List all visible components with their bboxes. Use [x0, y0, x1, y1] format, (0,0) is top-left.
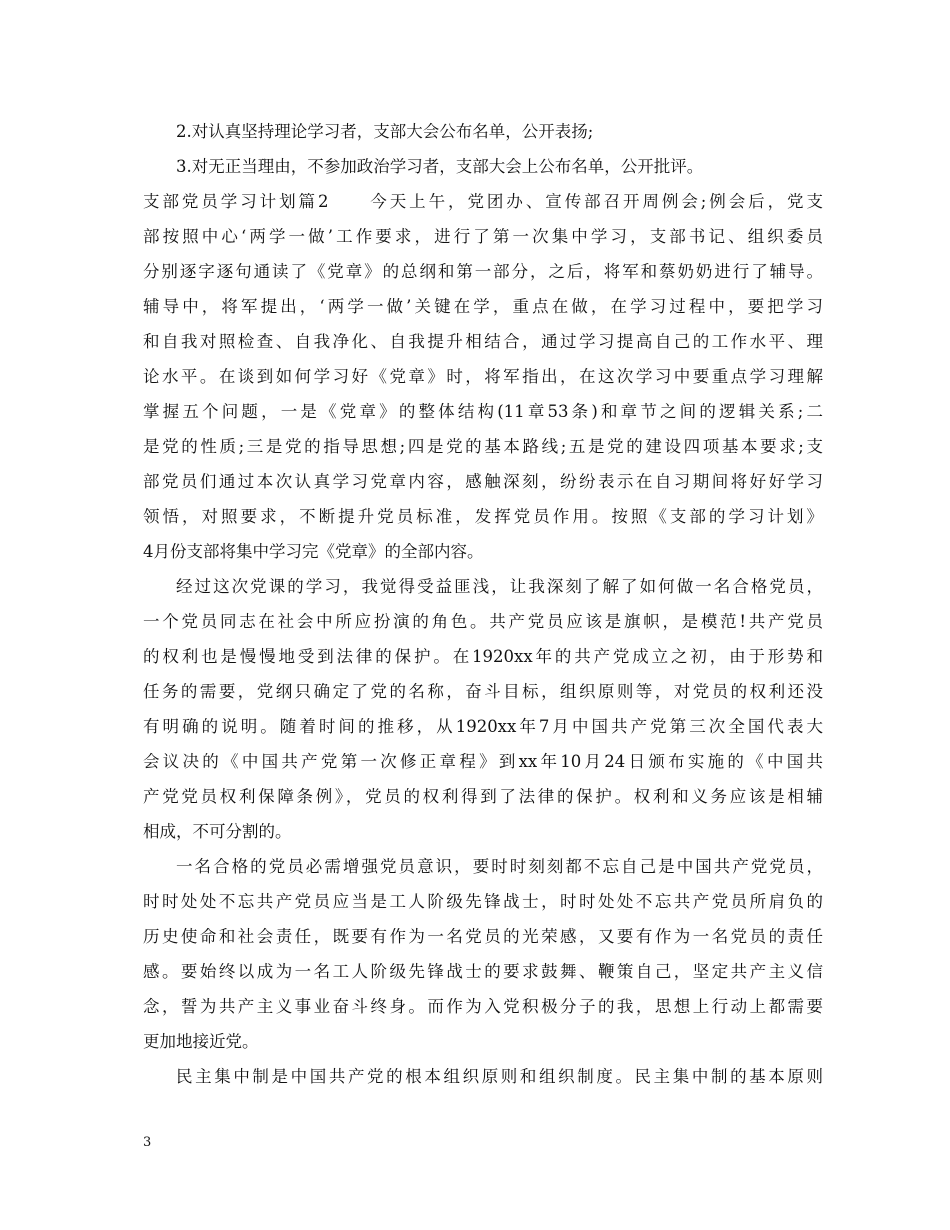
text-line: 历史使命和社会责任，既要有作为一名党员的光荣感，又要有作为一名党员的责任 — [143, 927, 823, 946]
text-line: 任务的需要，党纲只确定了党的名称，奋斗目标，组织原则等，对党员的权利还没 — [143, 682, 823, 701]
page-number: 3 — [143, 1135, 152, 1150]
text-line: 领悟，对照要求，不断提升党员标准，发挥党员作用。按照《支部的学习计划》 — [143, 507, 823, 526]
text-line: 产党党员权利保障条例》，党员的权利得到了法律的保护。权利和义务应该是相辅 — [143, 787, 823, 806]
text-line: 时时处处不忘共产党员应当是工人阶级先锋战士，时时处处不忘共产党员所肩负的 — [143, 892, 823, 911]
text-line: 有明确的说明。随着时间的推移，从1920xx年7月中国共产党第三次全国代表大 — [143, 717, 823, 736]
text-line: 掌握五个问题，一是《党章》的整体结构(11章53条)和章节之间的逻辑关系;二 — [143, 402, 823, 421]
text-line: 感。要始终以成为一名工人阶级先锋战士的要求鼓舞、鞭策自己，坚定共产主义信 — [143, 962, 823, 981]
text-line: 3.对无正当理由，不参加政治学习者，支部大会上公布名单，公开批评。 — [176, 157, 704, 176]
text-line: 会议决的《中国共产党第一次修正章程》到xx年10月24日颁布实施的《中国共 — [143, 752, 823, 771]
text-line: 部党员们通过本次认真学习党章内容，感触深刻，纷纷表示在自习期间将好好学习 — [143, 472, 823, 491]
text-line: 一个党员同志在社会中所应扮演的角色。共产党员应该是旗帜，是模范!共产党员 — [143, 612, 823, 631]
text-line: 更加地接近党。 — [143, 1032, 259, 1051]
text-line: 4月份支部将集中学习完《党章》的全部内容。 — [143, 542, 484, 561]
text-line: 的权利也是慢慢地受到法律的保护。在1920xx年的共产党成立之初，由于形势和 — [143, 647, 823, 666]
text-line: 分别逐字逐句通读了《党章》的总纲和第一部分，之后，将军和蔡奶奶进行了辅导。 — [143, 262, 823, 281]
text-line: 2.对认真坚持理论学习者，支部大会公布名单，公开表扬; — [176, 122, 594, 141]
document-body — [143, 114, 823, 1094]
text-line: 部按照中心‘两学一做’工作要求，进行了第一次集中学习，支部书记、组织委员 — [143, 227, 823, 246]
text-line: 民主集中制是中国共产党的根本组织原则和组织制度。民主集中制的基本原则 — [176, 1067, 823, 1086]
text-line: 念，誓为共产主义事业奋斗终身。而作为入党积极分子的我，思想上行动上都需要 — [143, 997, 823, 1016]
text-line: 和自我对照检查、自我净化、自我提升相结合，通过学习提高自己的工作水平、理 — [143, 332, 823, 351]
text-line: 一名合格的党员必需增强党员意识，要时时刻刻都不忘自己是中国共产党党员， — [176, 857, 823, 876]
text-line: 相成，不可分割的。 — [143, 822, 292, 841]
text-line: 辅导中，将军提出，‘两学一做’关键在学，重点在做，在学习过程中，要把学习 — [143, 297, 823, 316]
text-line: 是党的性质;三是党的指导思想;四是党的基本路线;五是党的建设四项基本要求;支 — [143, 437, 823, 456]
text-line: 支部党员学习计划篇2 今天上午，党团办、宣传部召开周例会;例会后，党支 — [143, 192, 823, 211]
text-line: 经过这次党课的学习，我觉得受益匪浅，让我深刻了解了如何做一名合格党员， — [176, 577, 823, 596]
text-line: 论水平。在谈到如何学习好《党章》时，将军指出，在这次学习中要重点学习理解 — [143, 367, 823, 386]
